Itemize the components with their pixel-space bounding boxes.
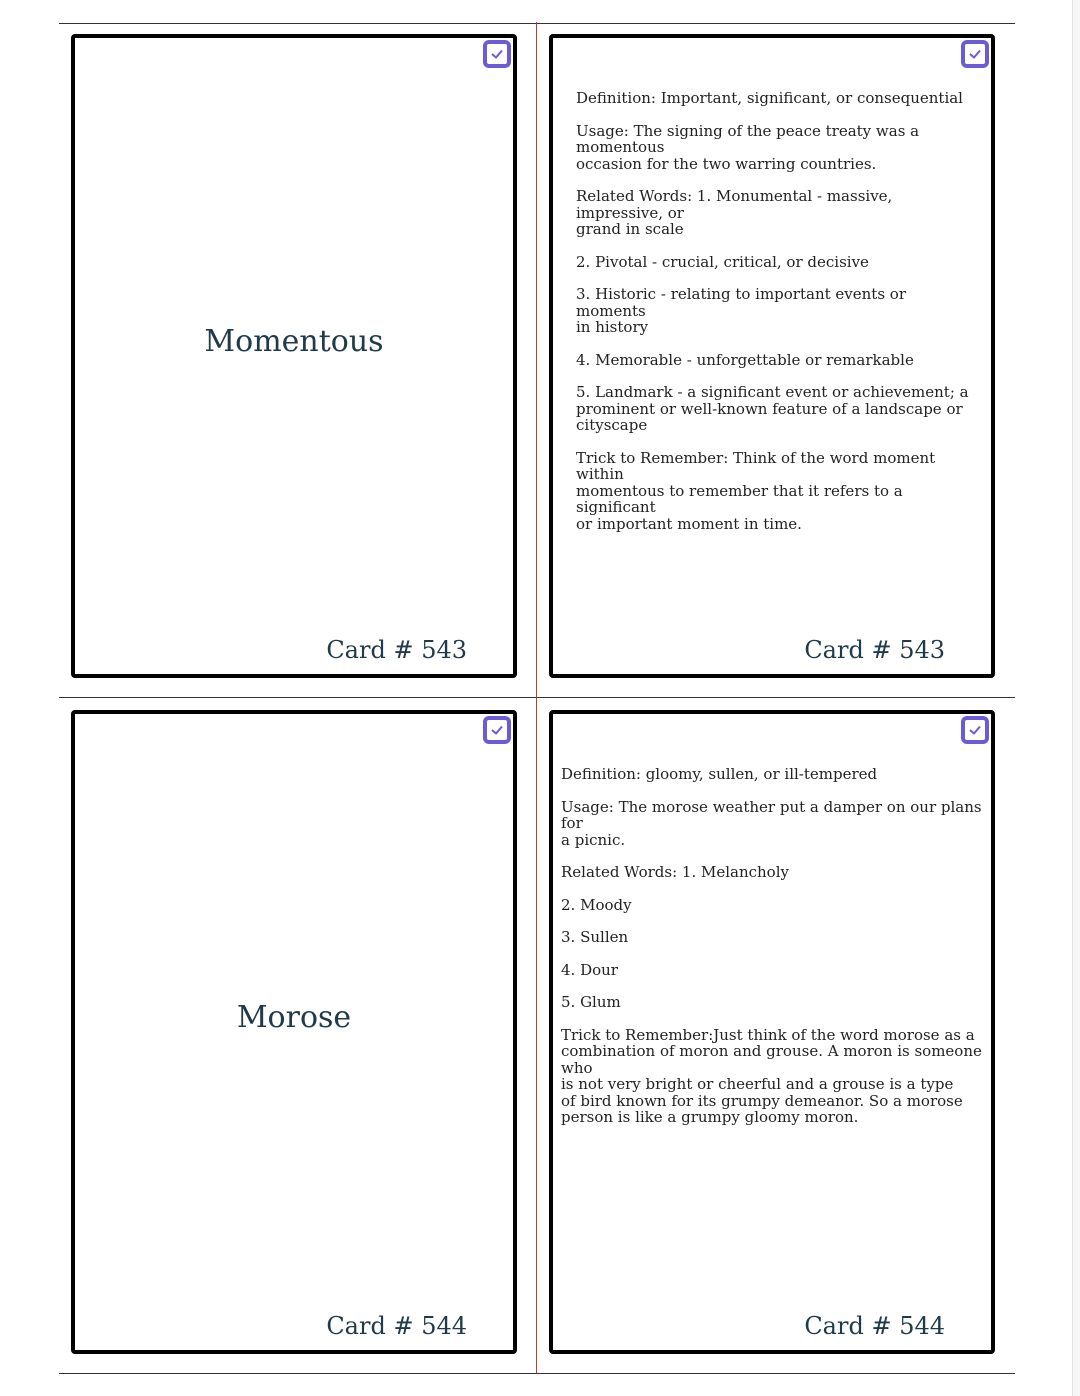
related-word: 2. Moody [561, 895, 632, 914]
definition: Definition: Important, significant, or consequential [576, 89, 963, 107]
checkbox-checked-icon[interactable] [961, 40, 989, 68]
card-front [71, 710, 517, 1354]
cut-line [59, 697, 1015, 698]
card-term: Momentous [204, 324, 384, 359]
related-word: Related Words: 1. Monumental - massive, impressive, or grand in scale [576, 187, 893, 238]
related-word: 4. Dour [561, 960, 618, 979]
related-word: 4. Memorable - unforgettable or remarkable [576, 350, 914, 369]
checkbox-checked-icon[interactable] [483, 716, 511, 744]
cut-line [59, 23, 1015, 24]
card-details [561, 766, 985, 1142]
usage: Usage: The morose weather put a damper on our plans for a picnic. [561, 797, 982, 849]
fold-line [536, 22, 537, 1373]
related-word: 3. Historic - relating to important events or moments in history [576, 285, 906, 336]
memory-trick: Trick to Remember: Think of the word moment within momentous to remember that it refers to a significant or important moment in time. [576, 448, 936, 533]
related-word: 2. Pivotal - crucial, critical, or decisive [576, 252, 869, 271]
card-term: Morose [236, 1000, 352, 1035]
usage: Usage: The signing of the peace treaty was a momentous occasion for the two warring countries. [576, 121, 920, 173]
checkbox-checked-icon[interactable] [961, 716, 989, 744]
page-edge [1073, 0, 1080, 1396]
card-back [549, 34, 995, 678]
definition: Definition: gloomy, sullen, or ill-tempered [561, 765, 878, 783]
memory-trick: Trick to Remember:Just think of the word morose as a combination of moron and grouse. A moron is someone who is not very bright or cheerful and a grouse is a type of bird known for its grumpy demeanor. So a morose person is like a grumpy gloomy moron. [561, 1025, 982, 1126]
card-number: Card # 544 [326, 1312, 467, 1340]
card-details [576, 90, 971, 548]
card-number: Card # 544 [804, 1312, 945, 1340]
card-back [549, 710, 995, 1354]
page-edge-line [1072, 0, 1073, 1396]
related-word: Related Words: 1. Melancholy [561, 863, 789, 881]
related-word: 5. Landmark - a significant event or achievement; a prominent or well-known feature of a landscape or cityscape [576, 383, 969, 434]
card-number: Card # 543 [326, 636, 467, 664]
card-front [71, 34, 517, 678]
related-word: 3. Sullen [561, 928, 629, 946]
cut-line [59, 1373, 1015, 1374]
card-number: Card # 543 [804, 636, 945, 664]
related-word: 5. Glum [561, 993, 621, 1011]
checkbox-checked-icon[interactable] [483, 40, 511, 68]
